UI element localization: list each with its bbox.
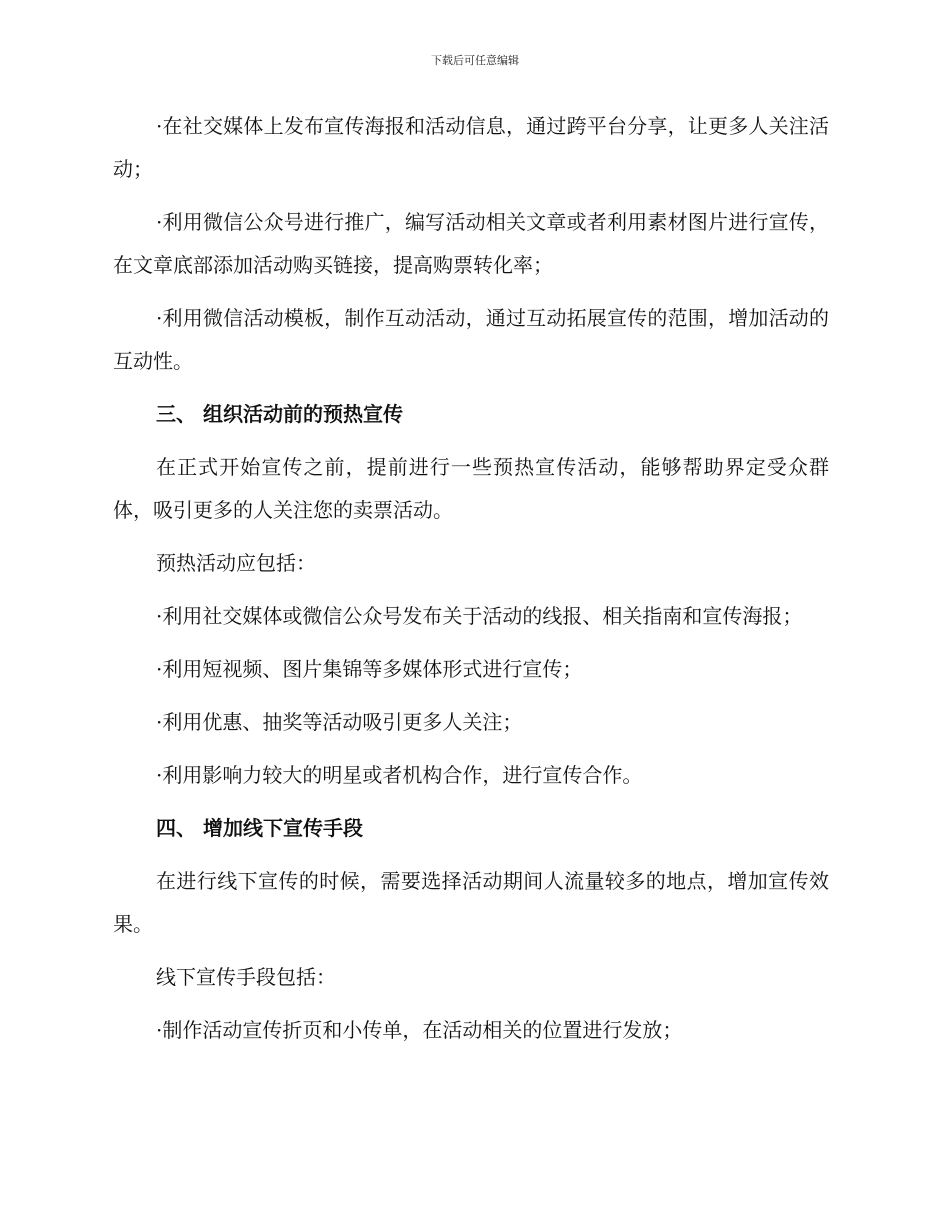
body-paragraph: 预热活动应包括： [156,551,316,575]
document-body [113,105,829,1062]
body-paragraph: 在正式开始宣传之前，提前进行一些预热宣传活动，能够帮助界定受众群体，吸引更多的人关注您的卖票活动。 [113,455,829,522]
section-heading: 四、 增加线下宣传手段 [156,816,363,840]
body-paragraph: 线下宣传手段包括： [156,965,336,989]
body-paragraph: 在进行线下宣传的时候，需要选择活动期间人流量较多的地点，增加宣传效果。 [113,869,829,936]
bullet-paragraph: ·利用微信公众号进行推广，编写活动相关文章或者利用素材图片进行宣传，在文章底部添加活动购买链接，提高购票转化率； [113,210,829,277]
bullet-paragraph: ·利用影响力较大的明星或者机构合作，进行宣传合作。 [156,763,643,787]
section-heading: 三、 组织活动前的预热宣传 [156,402,403,426]
bullet-paragraph: ·利用微信活动模板，制作互动活动，通过互动拓展宣传的范围，增加活动的互动性。 [113,306,829,373]
page-header: 下载后可任意编辑 [431,54,519,67]
bullet-paragraph: ·利用短视频、图片集锦等多媒体形式进行宣传； [156,657,583,681]
bullet-paragraph: ·制作活动宣传折页和小传单，在活动相关的位置进行发放； [156,1018,683,1042]
bullet-paragraph: ·利用社交媒体或微信公众号发布关于活动的线报、相关指南和宣传海报； [156,604,803,628]
bullet-paragraph: ·利用优惠、抽奖等活动吸引更多人关注； [156,710,523,734]
bullet-paragraph: ·在社交媒体上发布宣传海报和活动信息，通过跨平台分享，让更多人关注活动； [113,114,829,181]
